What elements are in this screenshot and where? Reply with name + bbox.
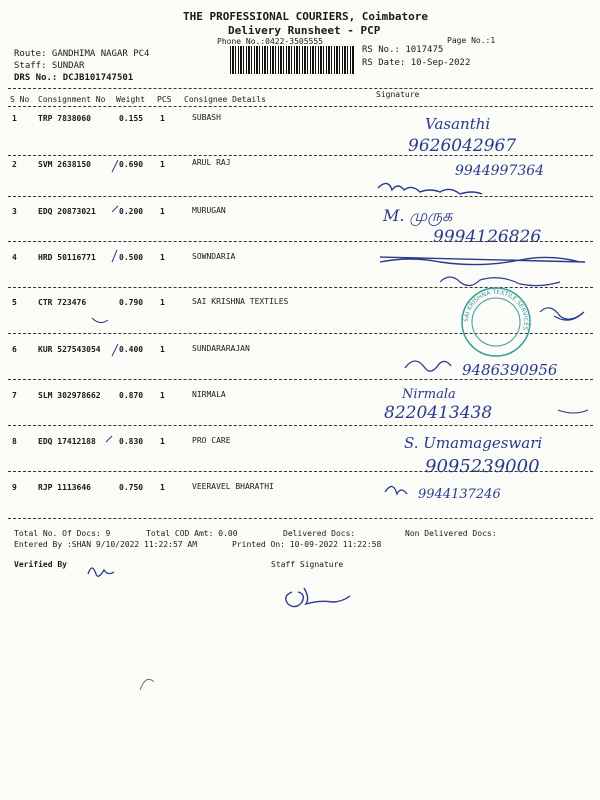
runsheet-subtitle: Delivery Runsheet - PCP: [228, 24, 381, 37]
signature-note: 9486390956: [462, 361, 558, 379]
verified-by-signature: [88, 568, 114, 576]
row-sno: 4: [12, 253, 17, 262]
row-sno: 7: [12, 391, 17, 400]
staff-signature-scribble: [286, 588, 350, 607]
row-consignee: SAI KRISHNA TEXTILES: [192, 297, 289, 306]
row-weight: 0.870: [119, 391, 144, 400]
company-title: THE PROFESSIONAL COURIERS, Coimbatore: [183, 10, 429, 23]
signature-note: 9944137246: [418, 487, 501, 502]
row-consignee: MURUGAN: [192, 206, 226, 215]
row-consignee: PRO CARE: [192, 436, 231, 445]
row-pcs: 1: [160, 345, 165, 354]
staff-signature-label: Staff Signature: [271, 560, 344, 569]
tick-mark: [92, 318, 108, 323]
signature-scribble: [558, 410, 588, 413]
row-weight: 0.500: [119, 253, 144, 262]
rs-number: RS No.: 1017475: [362, 45, 444, 55]
row-pcs: 1: [160, 160, 165, 169]
row-consignment: EDQ 20873021: [38, 207, 96, 216]
row-consignment: KUR 527543054: [38, 345, 101, 354]
tick-mark: [112, 250, 117, 262]
row-pcs: 1: [160, 483, 165, 492]
signature-note: S. Umamageswari: [404, 434, 543, 452]
signature-scribble: [380, 257, 585, 265]
row-pcs: 1: [160, 114, 165, 123]
col-header-weight: Weight: [116, 95, 145, 104]
total-cod: Total COD Amt: 0.00: [146, 529, 238, 538]
route: Route: GANDHIMA NAGAR PC4: [14, 49, 150, 59]
non-delivered-docs: Non Delivered Docs:: [405, 529, 497, 538]
row-pcs: 1: [160, 437, 165, 446]
signature-note: Vasanthi: [425, 115, 491, 133]
row-consignment: EDQ 17412188: [38, 437, 96, 446]
col-header-pcs: PCS: [157, 95, 172, 104]
row-consignment: HRD 50116771: [38, 253, 96, 262]
row-sno: 1: [12, 114, 17, 123]
row-consignee: ARUL RAJ: [192, 158, 231, 167]
signature-scribble: [540, 308, 584, 320]
tick-mark: [112, 344, 118, 356]
row-consignee: VEERAVEL BHARATHI: [192, 482, 274, 491]
row-pcs: 1: [160, 391, 165, 400]
tick-mark: [112, 160, 118, 172]
signature-phone: 8220413438: [384, 403, 493, 423]
col-header-consignee: Consignee Details: [184, 95, 266, 104]
signature-scribble: [385, 486, 407, 494]
col-header-consignment: Consignment No: [38, 95, 106, 104]
page-number: Page No.:1: [447, 36, 496, 45]
row-sno: 2: [12, 160, 17, 169]
tick-mark: [106, 436, 112, 442]
row-weight: 0.155: [119, 114, 144, 123]
row-pcs: 1: [160, 253, 165, 262]
printed-on: Printed On: 10-09-2022 11:22:58: [232, 540, 382, 549]
signature-scribble: [378, 183, 482, 194]
row-weight: 0.690: [119, 160, 144, 169]
pen-mark: [140, 679, 154, 690]
row-weight: 0.790: [119, 298, 144, 307]
entered-by: Entered By :SHAN 9/10/2022 11:22:57 AM: [14, 540, 198, 549]
row-weight: 0.830: [119, 437, 144, 446]
row-consignment: RJP 1113646: [38, 483, 91, 492]
verified-by: Verified By: [14, 560, 67, 569]
signature-scribble: [405, 361, 451, 371]
phone-number: Phone No.:0422-3505555: [217, 37, 323, 46]
row-weight: 0.750: [119, 483, 144, 492]
row-consignee: SOWNDARIA: [192, 252, 236, 261]
signature-note: M. முருக: [383, 206, 453, 225]
col-header-sno: S No: [10, 95, 30, 104]
signature-phone: 9626042967: [408, 136, 517, 156]
company-stamp: [462, 288, 530, 356]
signature-note: 9944997364: [455, 163, 545, 179]
row-consignee: NIRMALA: [192, 390, 226, 399]
row-consignee: SUBASH: [192, 113, 221, 122]
row-consignment: SLM 302978662: [38, 391, 101, 400]
row-sno: 3: [12, 207, 17, 216]
row-pcs: 1: [160, 298, 165, 307]
signature-phone: 9095239000: [425, 456, 540, 477]
svg-text:SAI KRISHNA TEXTILE SERVICES: SAI KRISHNA TEXTILE SERVICES: [462, 288, 530, 331]
staff-name: Staff: SUNDAR: [14, 61, 85, 71]
col-header-signature: Signature: [376, 90, 420, 99]
row-weight: 0.400: [119, 345, 144, 354]
tick-mark: [112, 206, 118, 212]
row-sno: 9: [12, 483, 17, 492]
row-sno: 6: [12, 345, 17, 354]
signature-note: Nirmala: [402, 387, 456, 402]
total-docs: Total No. Of Docs: 9: [14, 529, 111, 538]
row-sno: 8: [12, 437, 17, 446]
drs-number: DRS No.: DCJB101747501: [14, 73, 134, 83]
rs-date: RS Date: 10-Sep-2022: [362, 58, 471, 68]
signature-phone: 9994126826: [433, 227, 542, 247]
row-consignment: TRP 7838060: [38, 114, 91, 123]
row-consignment: CTR 723476: [38, 298, 87, 307]
delivered-docs: Delivered Docs:: [283, 529, 356, 538]
row-sno: 5: [12, 298, 17, 307]
row-weight: 0.200: [119, 207, 144, 216]
row-consignee: SUNDARARAJAN: [192, 344, 250, 353]
row-pcs: 1: [160, 207, 165, 216]
row-consignment: SVM 2638150: [38, 160, 91, 169]
signature-scribble: [440, 277, 560, 286]
